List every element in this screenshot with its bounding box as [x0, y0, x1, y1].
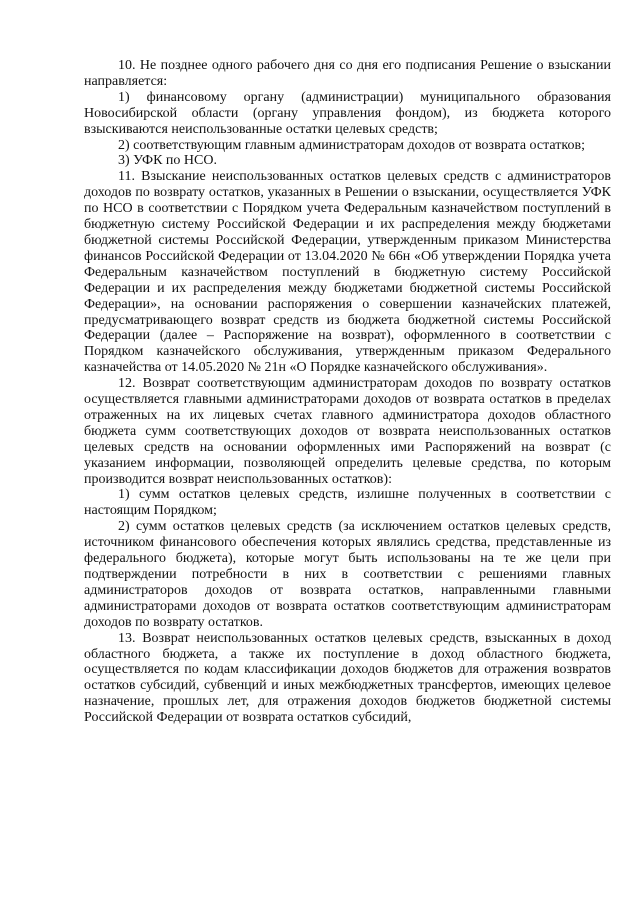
paragraph-10-item-3: 3) УФК по НСО.: [118, 153, 217, 169]
paragraph-12-item-1: 1) сумм остатков целевых средств, излишне полученных в соответствии с настоящим Порядком;: [84, 487, 611, 519]
paragraph-11: 11. Взыскание неиспользованных остатков целевых средств с администраторов доходов по возврату остатков, указанных в Решении о взыскании, осуществляется УФК по НСО в соответствии с Порядком учета Федеральным казначейством поступлений в бюджетную систему Российской Федерации и их распределения между бюджетами бюджетной системы Российской Федерации, утвержденным приказом Министерства финансов Российской Федерации от 13.04.2020 № 66н «Об утверждении Порядка учета Федеральным казначейством поступлений в бюджетную систему Российской Федерации и их распределения между бюджетами бюджетной системы Российской Федерации», на основании распоряжения о совершении казначейских платежей, предусматривающего возврат средств из бюджета бюджетной системы Российской Федерации (далее – Распоряжение на возврат), оформленного в соответствии с Порядком казначейского обслуживания, утвержденным приказом Федерального казначейства от 14.05.2020 № 21н «О Порядке казначейского обслуживания».: [84, 169, 611, 376]
paragraph-10-item-2: 2) соответствующим главным администраторам доходов от возврата остатков;: [118, 137, 585, 153]
paragraph-13: 13. Возврат неиспользованных остатков целевых средств, взысканных в доход областного бюджета, а также их поступление в доход областного бюджета, осуществляется по кодам классификации доходов бюджетов для отражения возвратов остатков субсидий, субвенций и иных межбюджетных трансфертов, имеющих целевое назначение, прошлых лет, для отражения доходов бюджетов бюджетной системы Российской Федерации от возврата остатков субсидий,: [84, 630, 611, 726]
paragraph-12: 12. Возврат соответствующим администраторам доходов по возврату остатков осуществляется главными администраторами доходов от возврата остатков в пределах отраженных на их лицевых счетах главного администратора доходов областного бюджета сумм соответствующих доходов от возврата неиспользованных остатков целевых средств на основании оформленных ими Распоряжений на возврат (с указанием информации, позволяющей определить целевые средства, по которым производится возврат неиспользованных остатков):: [84, 376, 611, 487]
paragraph-10: 10. Не позднее одного рабочего дня со дня его подписания Решение о взыскании направляется:: [84, 58, 611, 89]
paragraph-12-item-2: 2) сумм остатков целевых средств (за исключением остатков целевых средств, источником финансового обеспечения которых являлись средства, представленные из федерального бюджета), которые могут быть использованы на те же цели при подтверждении потребности в них в соответствии с решениями главных администраторов доходов от возврата остатков, направленными главными администраторами доходов от возврата остатков соответствующим администраторам доходов по возврату остатков.: [84, 519, 611, 630]
document-page: [84, 58, 611, 726]
paragraph-10-item-1: 1) финансовому органу (администрации) муниципального образования Новосибирской области (органу управления фондом), из бюджета которого взыскиваются неиспользованные остатки целевых средств;: [84, 89, 611, 137]
